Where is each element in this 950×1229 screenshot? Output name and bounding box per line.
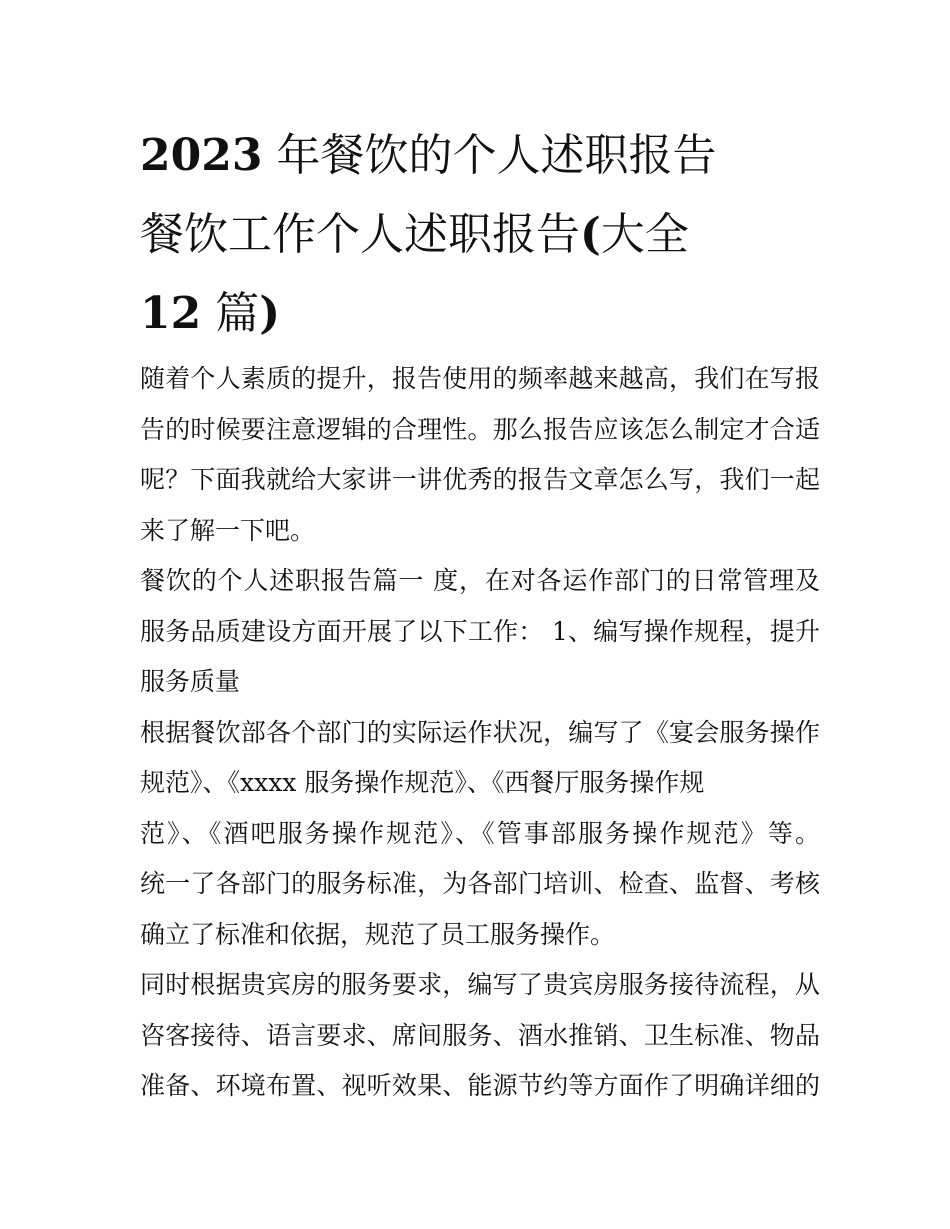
body-line: 规范》、《xxxx 服务操作规范》、《西餐厅服务操作规 xyxy=(140,768,705,797)
title-line xyxy=(140,116,840,195)
title-line xyxy=(140,274,840,353)
title-line xyxy=(140,195,840,274)
document-body xyxy=(140,354,820,1112)
body-line: 统一了各部门的服务标准，为各部门培训、检查、监督、考核 xyxy=(140,869,820,898)
title-segment: 大全 xyxy=(600,209,689,260)
body-line: 告的时候要注意逻辑的合理性。那么报告应该怎么制定才合适 xyxy=(140,414,820,444)
body-line: 确立了标准和依据，规范了员工服务操作。 xyxy=(140,919,616,949)
title-segment: ( xyxy=(580,209,601,260)
body-line: 服务质量 xyxy=(140,667,241,696)
body-line: 呢？下面我就给大家讲一讲优秀的报告文章怎么写，我们一起 xyxy=(140,465,820,494)
title-segment: 餐饮工作个人述职报告 xyxy=(140,209,580,260)
body-line: 咨客接待、语言要求、席间服务、酒水推销、卫生标准、物品 xyxy=(140,1020,820,1050)
title-segment: 年餐饮的个人述职报告 xyxy=(262,130,717,181)
body-line: 餐饮的个人述职报告篇一 度，在对各运作部门的日常管理及 xyxy=(140,566,820,595)
body-line: 准备、环境布置、视听效果、能源节约等方面作了明确详细的 xyxy=(140,1071,820,1100)
title-segment: 2023 xyxy=(140,130,263,181)
title-segment: ) xyxy=(259,288,281,339)
body-line: 来了解一下吧。 xyxy=(140,515,316,545)
document-title xyxy=(140,116,840,353)
body-line: 范》、《酒吧服务操作规范》、《管事部服务操作规范》等。 xyxy=(140,818,820,848)
body-line: 服务品质建设方面开展了以下工作： 1、编写操作规程，提升 xyxy=(140,616,820,646)
body-line: 随着个人素质的提升，报告使用的频率越来越高，我们在写报 xyxy=(140,364,820,393)
title-segment: 篇 xyxy=(201,288,260,339)
title-segment: 12 xyxy=(140,288,202,339)
body-line: 同时根据贵宾房的服务要求，编写了贵宾房服务接待流程，从 xyxy=(140,970,820,999)
body-line: 根据餐饮部各个部门的实际运作状况，编写了《宴会服务操作 xyxy=(140,717,820,747)
